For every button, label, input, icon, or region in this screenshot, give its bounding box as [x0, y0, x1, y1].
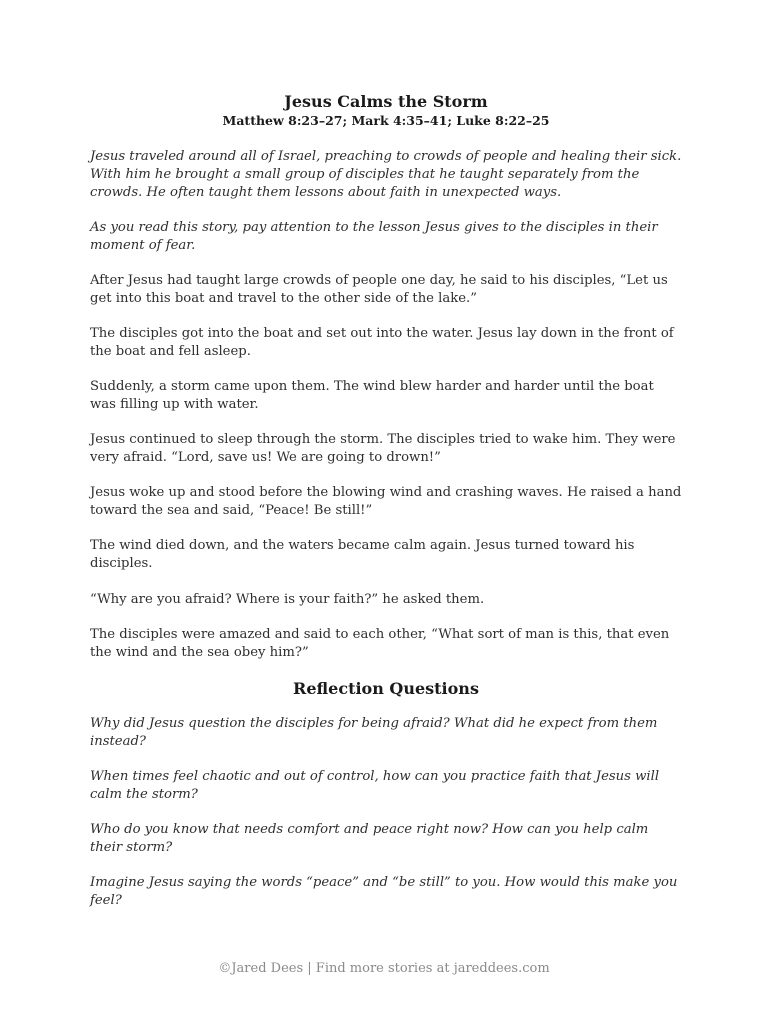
scripture-references: Matthew 8:23–27; Mark 4:35–41; Luke 8:22–25 — [222, 113, 550, 128]
page-footer: ©Jared Dees | Find more stories at jareddees.com — [218, 961, 550, 976]
reflection-question: Why did Jesus question the disciples for being afraid? What did he expect from them instead? — [90, 715, 658, 749]
story-paragraph: Jesus woke up and stood before the blowing wind and crashing waves. He raised a hand toward the sea and said, “Peace! Be still!” — [90, 485, 682, 519]
document-page — [90, 92, 682, 927]
story-paragraph: The wind died down, and the waters became calm again. Jesus turned toward his disciples. — [90, 538, 635, 572]
story-paragraph: After Jesus had taught large crowds of people one day, he said to his disciples, “Let us get into this boat and travel to the other side of the lake.” — [90, 272, 668, 306]
reflection-heading: Reflection Questions — [293, 678, 479, 698]
page-title: Jesus Calms the Storm — [284, 92, 488, 111]
story-paragraph: The disciples were amazed and said to each other, “What sort of man is this, that even the wind and the sea obey him?” — [90, 626, 670, 660]
reflection-question: When times feel chaotic and out of control, how can you practice faith that Jesus will calm the storm? — [90, 769, 660, 802]
story-paragraph: “Why are you afraid? Where is your faith?” he asked them. — [90, 591, 485, 607]
story-paragraph: The disciples got into the boat and set out into the water. Jesus lay down in the front of the boat and fell asleep. — [90, 326, 674, 359]
story-paragraph: Suddenly, a storm came upon them. The wind blew harder and harder until the boat was filling up with water. — [90, 379, 654, 412]
reflection-question: Who do you know that needs comfort and peace right now? How can you help calm their storm? — [90, 822, 649, 855]
story-paragraph: Jesus continued to sleep through the storm. The disciples tried to wake him. They were very afraid. “Lord, save us! We are going to drown!” — [90, 432, 676, 466]
intro-paragraph: Jesus traveled around all of Israel, preaching to crowds of people and healing their sick. With him he brought a small group of disciples that he taught separately from the crowds. He often taught them lessons about faith in unexpected ways. — [90, 149, 682, 200]
reflection-question: Imagine Jesus saying the words “peace” and “be still” to you. How would this make you feel? — [90, 875, 678, 909]
intro-paragraph: As you read this story, pay attention to the lesson Jesus gives to the disciples in their moment of fear. — [90, 219, 658, 253]
